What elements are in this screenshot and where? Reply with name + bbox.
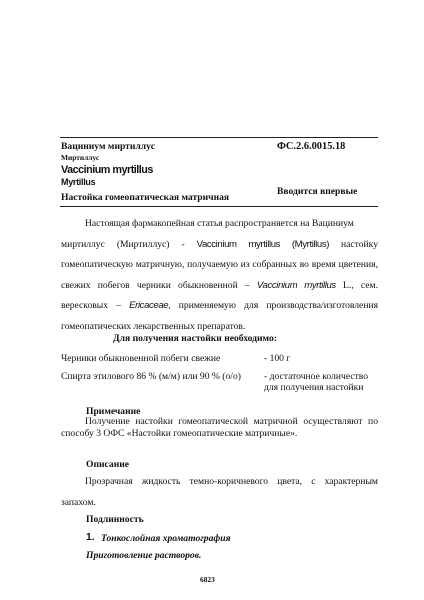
note-title: Примечание: [86, 406, 141, 417]
note-line-2: способу 3 ОФС «Настойки гомеопатические матричные».: [61, 428, 298, 439]
latin-inline: Ericaceae: [129, 300, 169, 311]
preparation-type: Настойка гомеопатическая матричная: [61, 192, 230, 203]
intro-line-1: Настоящая фармакопейная статья распространяется на Вациниум: [85, 218, 354, 229]
status-label: Вводится впервые: [277, 186, 358, 197]
authenticity-item-title: Тонкослойная хроматография: [101, 533, 231, 544]
intro-line-4: свежих побегов черники обыкновенной – Vaccinium myrtillus L., сем.: [61, 279, 378, 291]
header-bottom-rule: [60, 206, 378, 207]
monograph-name-ru: Вациниум миртиллус: [61, 141, 155, 152]
latin-inline: Vaccinium myrtillus: [256, 279, 336, 291]
recipe-row-1-label: Черники обыкновенной побеги свежие: [61, 353, 221, 364]
monograph-code: ФС.2.6.0015.18: [277, 141, 346, 152]
note-line-1: Получение настойки гомеопатической матричной осуществляют по: [85, 416, 378, 427]
recipe-row-2-label: Спирта этилового 86 % (м/м) или 90 % (о/о): [61, 371, 241, 382]
monograph-name-ru-short: Миртиллус: [61, 153, 100, 162]
solutions-subheading: Приготовление растворов.: [86, 550, 202, 561]
intro-line-2: миртиллус (Миртиллус) - Vaccinium myrtillus (Myrtillus) настойку: [61, 238, 378, 250]
description-line-2: запахом.: [61, 497, 96, 508]
authenticity-item-number: 1.: [86, 532, 95, 543]
recipe-row-2-value-cont: для получения настойки: [264, 382, 364, 393]
page-number: 6823: [200, 575, 215, 584]
description-paragraph: [61, 471, 378, 513]
recipe-row-1-value: - 100 г: [264, 353, 291, 364]
recipe-row-2-value: - достаточное количество: [264, 371, 369, 382]
intro-line-6: гомеопатических лекарственных препаратов.: [61, 320, 246, 332]
description-title: Описание: [86, 459, 130, 470]
latin-inline: Vaccinium myrtillus (Myrtillus): [196, 238, 330, 250]
latin-name: Vaccinium myrtillus: [61, 164, 153, 176]
authenticity-title: Подлинность: [86, 514, 144, 525]
note-paragraph: [61, 416, 378, 440]
intro-paragraph: [61, 214, 378, 337]
header-top-rule: [60, 137, 378, 138]
latin-name-short: Myrtillus: [61, 177, 96, 187]
intro-line-3: гомеопатическую матричную, получаемую из собранных во время цветения,: [61, 259, 378, 270]
recipe-title: Для получения настойки необходимо:: [113, 333, 277, 344]
intro-line-5: вересковых – Ericaceae, применяемую для производства/изготовления: [61, 300, 378, 311]
description-line-1: Прозрачная жидкость темно-коричневого цвета, с характерным: [85, 476, 378, 487]
